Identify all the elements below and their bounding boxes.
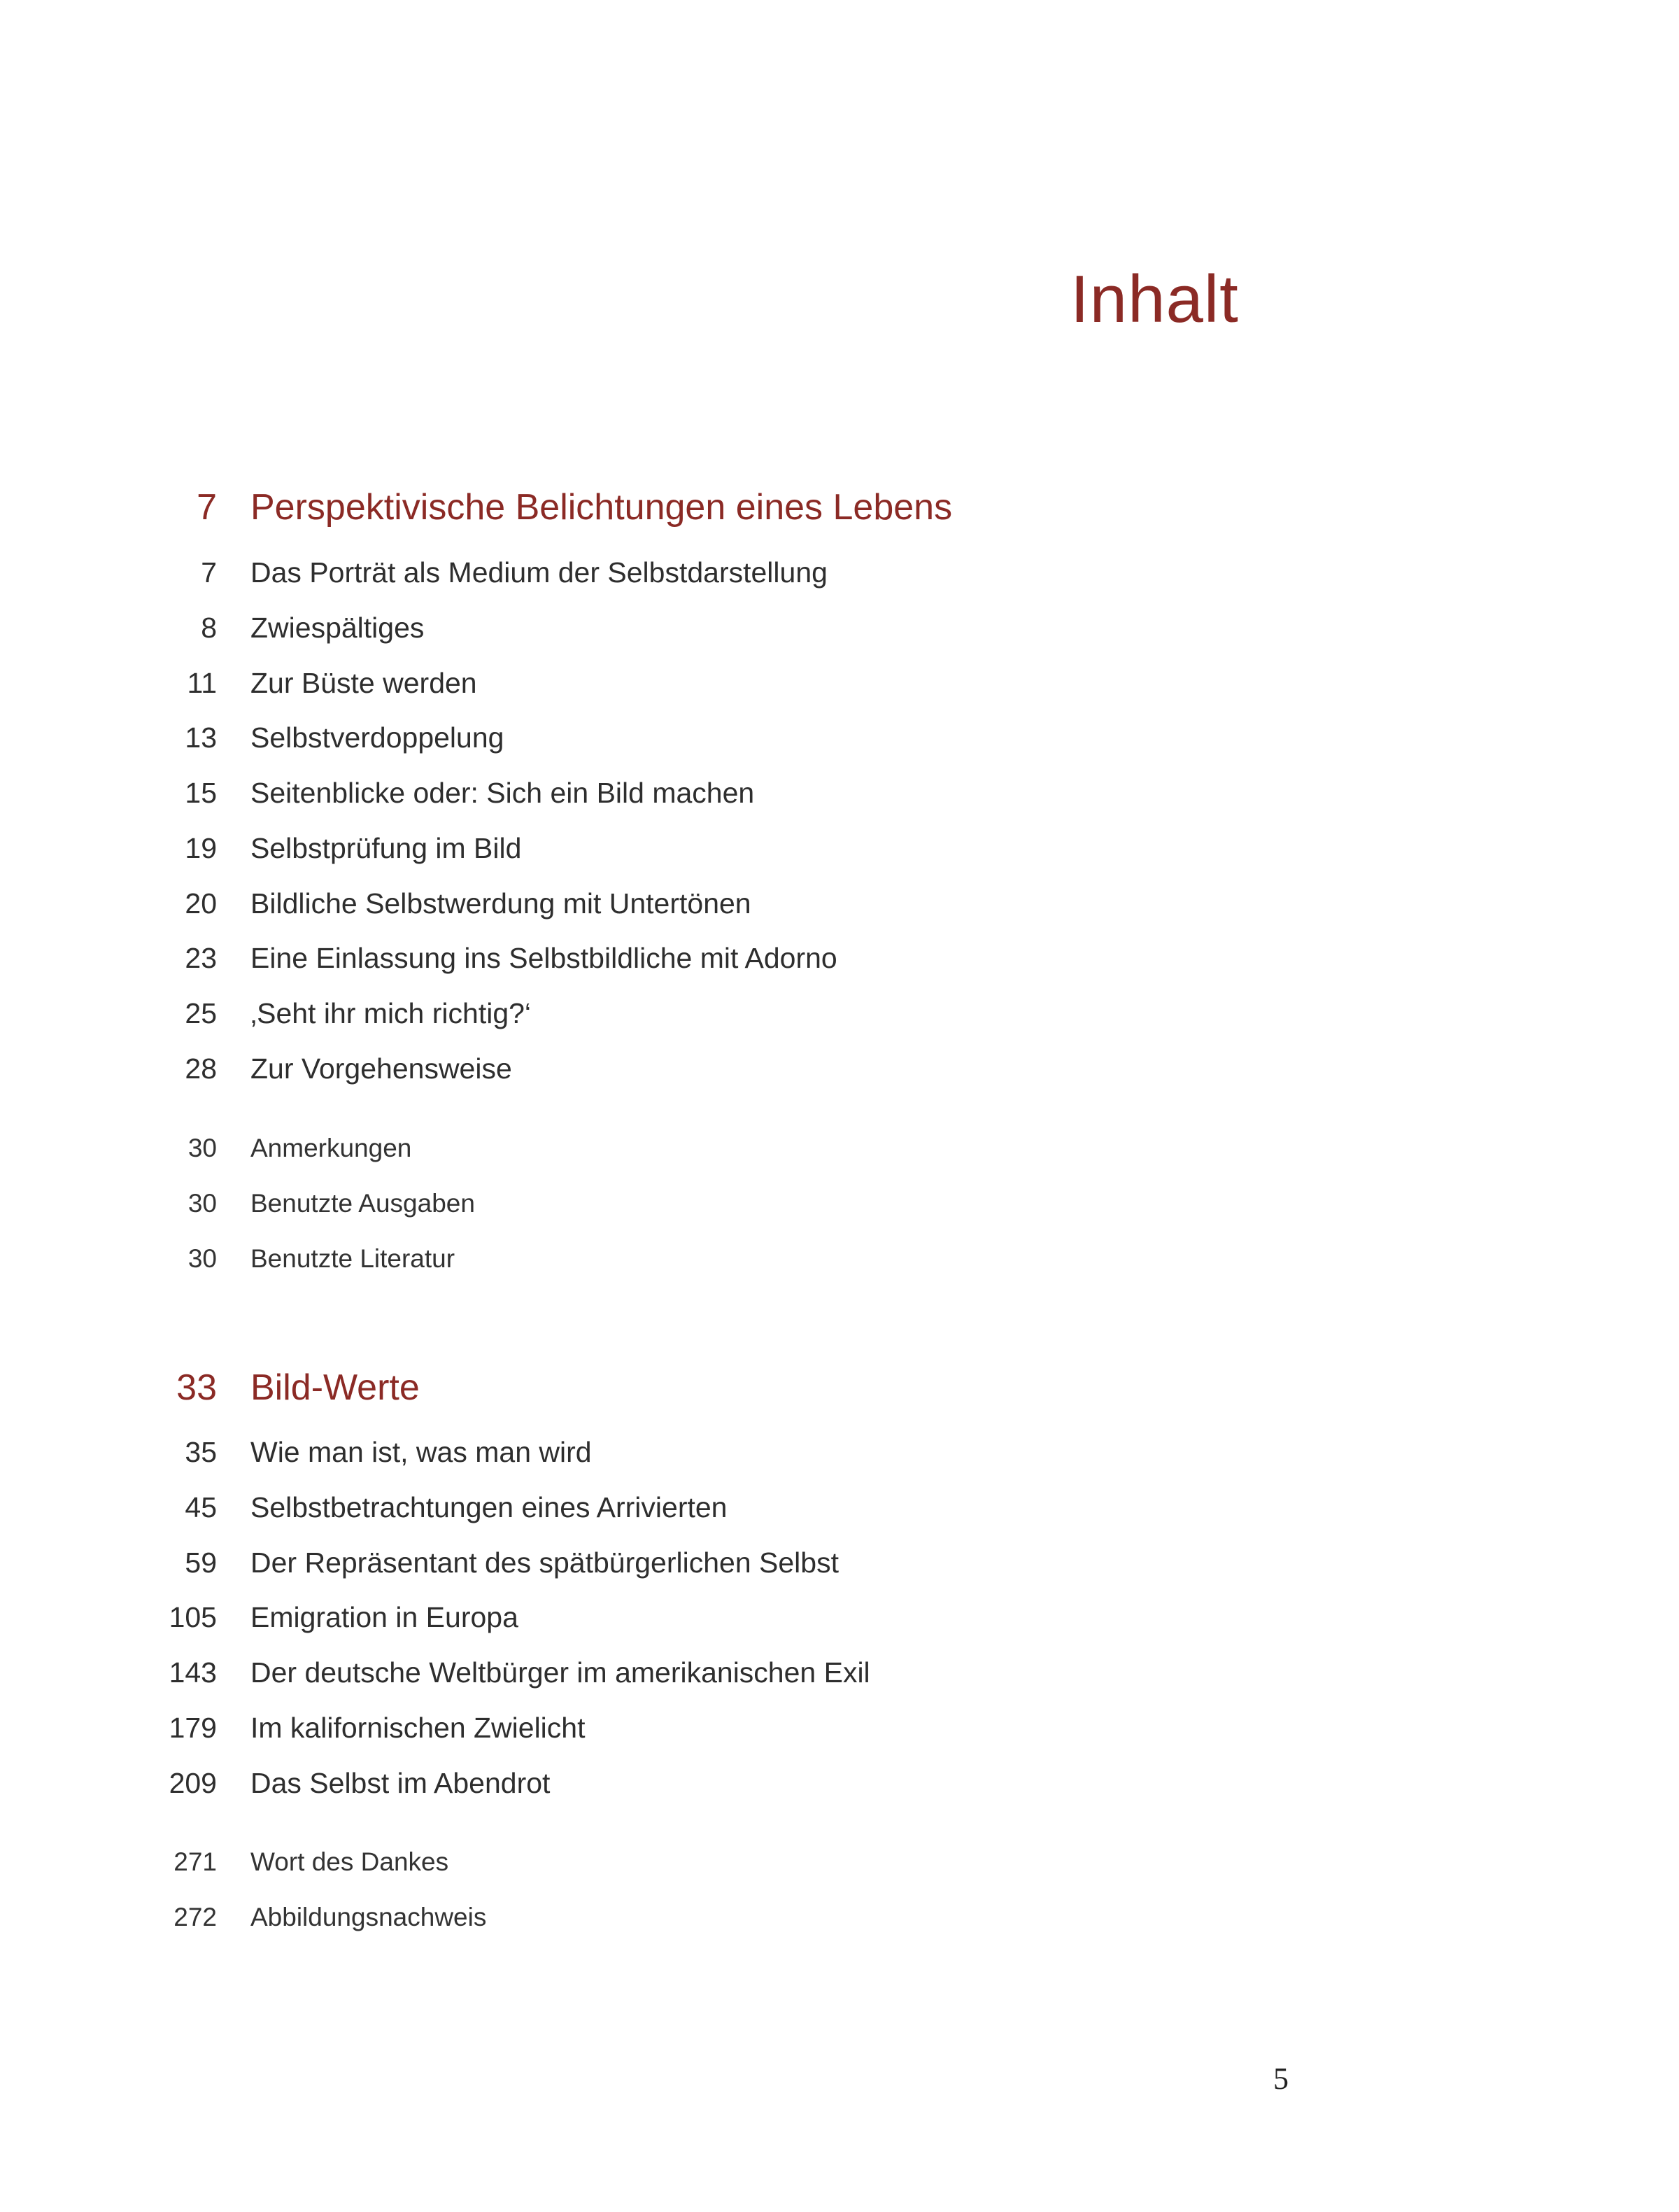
toc-entry — [0, 832, 1679, 881]
toc-page-number: 33 — [176, 1367, 217, 1408]
toc-entry-text: Selbstverdoppelung — [250, 721, 504, 754]
toc-page-number: 20 — [185, 887, 217, 920]
toc-appendix-entry — [0, 1189, 1679, 1238]
toc-entry — [0, 997, 1679, 1046]
page-title: Inhalt — [1070, 262, 1239, 337]
toc-page-number: 35 — [185, 1436, 217, 1468]
toc-page-number: 30 — [187, 1244, 217, 1273]
toc-heading-text: Perspektivische Belichtungen eines Lebens — [250, 487, 953, 528]
toc-entry — [0, 942, 1679, 991]
toc-entry-text: Selbstbetrachtungen eines Arrivierten — [250, 1491, 728, 1523]
toc-page-number: 30 — [187, 1189, 217, 1218]
toc-page-number: 11 — [187, 667, 217, 699]
toc-page-number: 30 — [187, 1134, 217, 1162]
toc-entry-text: Zur Vorgehensweise — [250, 1052, 512, 1085]
toc-entry — [0, 556, 1679, 605]
toc-entry — [0, 1601, 1679, 1650]
toc-page-number: 8 — [201, 612, 217, 644]
toc-entry — [0, 667, 1679, 716]
toc-entry-text: Das Selbst im Abendrot — [250, 1767, 551, 1799]
toc-appendix-entry — [0, 1244, 1679, 1293]
toc-entry — [0, 1491, 1679, 1540]
toc-heading-text: Bild-Werte — [250, 1367, 420, 1408]
toc-entry-text: Der deutsche Weltbürger im amerikanischen Exil — [250, 1656, 870, 1689]
toc-page-number: 23 — [185, 942, 217, 974]
toc-page-number: 179 — [169, 1712, 217, 1744]
toc-entry-text: Zur Büste werden — [250, 667, 477, 699]
toc-appendix-text: Benutzte Literatur — [250, 1244, 455, 1273]
toc-entry — [0, 1656, 1679, 1705]
toc-entry — [0, 777, 1679, 826]
toc-page-number: 28 — [185, 1052, 217, 1085]
toc-entry — [0, 887, 1679, 936]
toc-entry — [0, 721, 1679, 770]
toc-section-heading — [0, 1367, 1679, 1416]
toc-appendix-text: Benutzte Ausgaben — [250, 1189, 475, 1218]
toc-page-number: 271 — [173, 1847, 217, 1876]
toc-entry — [0, 1767, 1679, 1816]
toc-entry-text: Im kalifornischen Zwielicht — [250, 1712, 586, 1744]
toc-appendix-entry — [0, 1134, 1679, 1183]
toc-entry-text: Selbstprüfung im Bild — [250, 832, 522, 864]
toc-entry-text: ‚Seht ihr mich richtig?‘ — [250, 997, 532, 1029]
toc-entry — [0, 612, 1679, 661]
toc-entry-text: Zwiespältiges — [250, 612, 425, 644]
toc-page-number: 13 — [185, 721, 217, 754]
toc-page-number: 143 — [169, 1656, 217, 1689]
toc-page-number: 272 — [173, 1903, 217, 1931]
toc-page-number: 19 — [185, 832, 217, 864]
toc-page-number: 7 — [201, 556, 217, 589]
toc-entry-text: Bildliche Selbstwerdung mit Untertönen — [250, 887, 751, 920]
toc-entry — [0, 1052, 1679, 1101]
toc-page-number: 59 — [185, 1547, 217, 1579]
page-number: 5 — [1273, 2062, 1289, 2096]
toc-entry-text: Wie man ist, was man wird — [250, 1436, 592, 1468]
toc-page-number: 209 — [169, 1767, 217, 1799]
toc-page-number: 7 — [197, 487, 217, 528]
toc-entry-text: Eine Einlassung ins Selbstbildliche mit Adorno — [250, 942, 837, 974]
toc-entry-text: Das Porträt als Medium der Selbstdarstellung — [250, 556, 828, 589]
toc-entry-text: Der Repräsentant des spätbürgerlichen Selbst — [250, 1547, 839, 1579]
toc-entry-text: Seitenblicke oder: Sich ein Bild machen — [250, 777, 755, 809]
toc-section-heading — [0, 486, 1679, 535]
toc-page-number: 45 — [185, 1491, 217, 1523]
toc-page-number: 105 — [169, 1601, 217, 1633]
toc-entry — [0, 1712, 1679, 1761]
toc-page-number: 25 — [185, 997, 217, 1029]
toc-entry — [0, 1436, 1679, 1485]
toc-appendix-entry — [0, 1847, 1679, 1896]
toc-appendix-entry — [0, 1903, 1679, 1952]
toc-entry — [0, 1547, 1679, 1595]
toc-appendix-text: Abbildungsnachweis — [250, 1903, 487, 1931]
toc-appendix-text: Anmerkungen — [250, 1134, 412, 1162]
toc-appendix-text: Wort des Dankes — [250, 1847, 449, 1876]
toc-entry-text: Emigration in Europa — [250, 1601, 518, 1633]
toc-page-number: 15 — [185, 777, 217, 809]
